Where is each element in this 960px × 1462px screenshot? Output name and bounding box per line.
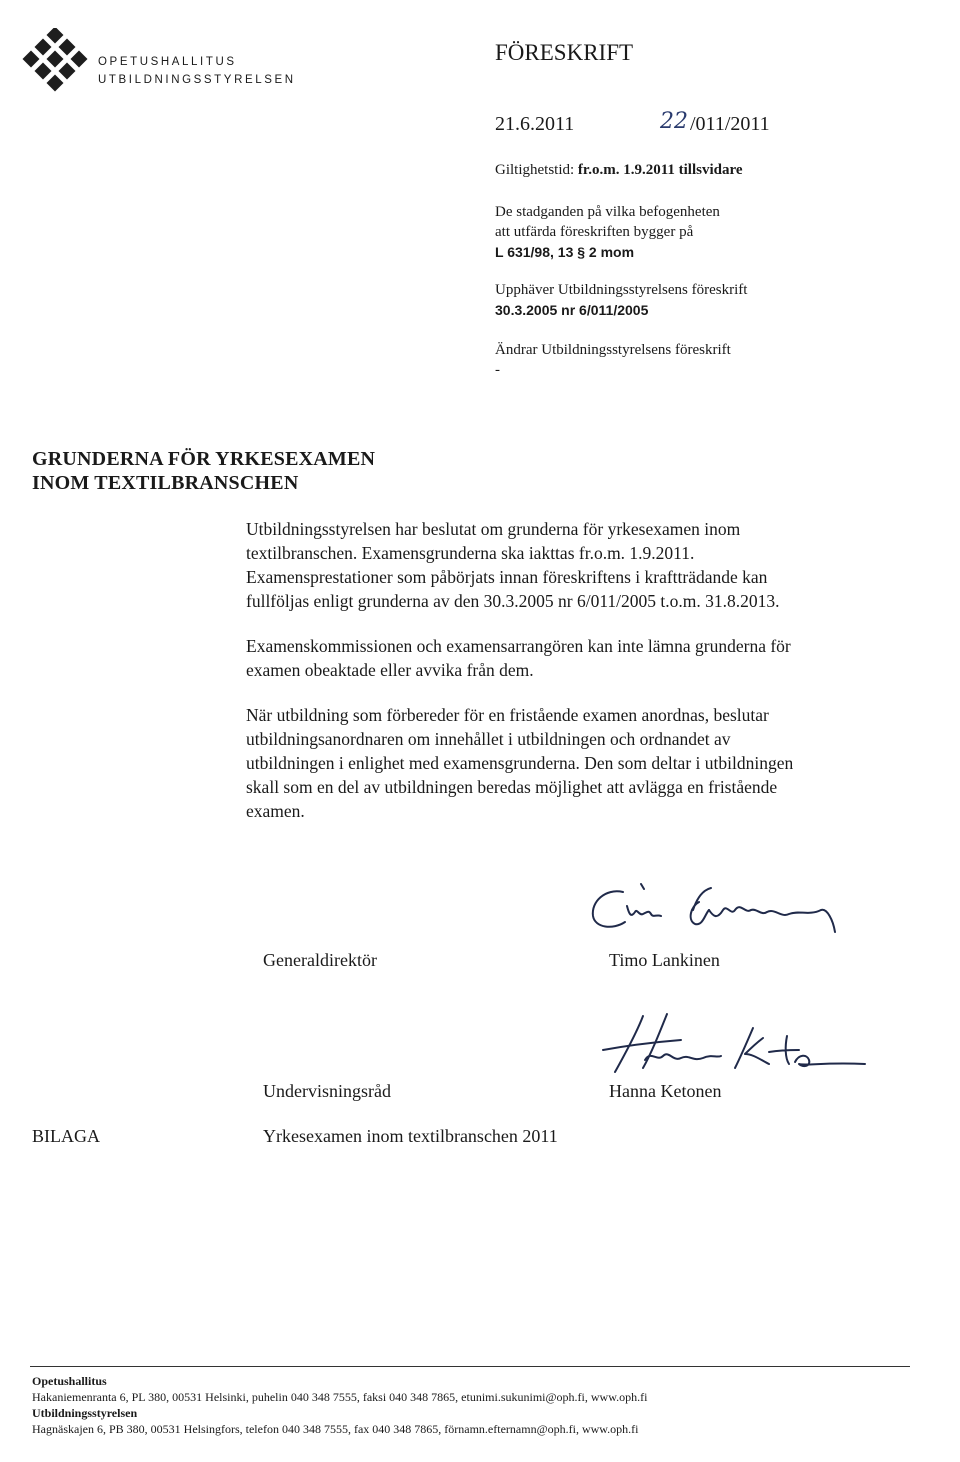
repeals-line: 30.3.2005 nr 6/011/2005 [495, 302, 649, 318]
paragraph-line: När utbildning som förbereder för en fristående examen anordnas, beslutar [246, 705, 769, 725]
paragraph-training [246, 703, 906, 823]
org-name-finnish: OPETUSHALLITUS [98, 56, 237, 68]
attachment-title: Yrkesexamen inom textilbranschen 2011 [263, 1126, 558, 1146]
signature-hanna-ketonen [585, 1010, 875, 1080]
opetushallitus-logo [22, 28, 88, 94]
signatory-role-2: Undervisningsråd [263, 1081, 391, 1101]
paragraph-line: examen. [246, 801, 305, 821]
signatory-name-1: Timo Lankinen [609, 950, 720, 970]
document-title-line1: GRUNDERNA FÖR YRKESEXAMEN [32, 448, 376, 470]
footer-org-swedish [32, 1405, 137, 1421]
paragraph-line: utbildningen i enlighet med examensgrunderna. Den som deltar i utbildningen [246, 753, 794, 773]
paragraph-line: textilbranschen. Examensgrunderna ska iakttas fr.o.m. 1.9.2011. [246, 543, 695, 563]
validity-label: Giltighetstid: [495, 162, 575, 178]
authority-line: De stadganden på vilka befogenheten [495, 204, 720, 220]
signatory-role-1: Generaldirektör [263, 950, 377, 970]
document-number-handwritten: 22 [660, 109, 688, 134]
validity-value: fr.o.m. 1.9.2011 tillsvidare [577, 162, 743, 178]
signatory-name-2: Hanna Ketonen [609, 1081, 722, 1101]
document-date: 21.6.2011 [495, 113, 575, 135]
footer-org-finnish [32, 1373, 107, 1389]
authority-line: L 631/98, 13 § 2 mom [495, 244, 635, 260]
signature-timo-lankinen [585, 880, 855, 940]
paragraph-line: Examensprestationer som påbörjats innan föreskriftens i kraftträdande kan [246, 567, 768, 587]
footer-address-swedish: Hagnäskajen 6, PB 380, 00531 Helsingfors, telefon 040 348 7555, fax 040 348 7865, förnamn.efternamn@oph.fi, www.oph.fi [32, 1422, 639, 1436]
paragraph-commission [246, 634, 906, 682]
amends [495, 340, 731, 380]
footer-divider [30, 1366, 910, 1367]
document-number [660, 111, 770, 136]
paragraph-line: skall som en del av utbildningen beredas möjlighet att avlägga en fristående [246, 777, 778, 797]
org-name-swedish: UTBILDNINGSSTYRELSEN [98, 74, 296, 86]
paragraph-line: fullföljas enligt grunderna av den 30.3.2005 nr 6/011/2005 t.o.m. 31.8.2013. [246, 591, 780, 611]
footer-org-finnish-name: Opetushallitus [32, 1374, 107, 1388]
document-title-line2: INOM TEXTILBRANSCHEN [32, 472, 299, 494]
footer-org-swedish-name: Utbildningsstyrelsen [32, 1406, 138, 1420]
attachment-label: BILAGA [32, 1126, 100, 1146]
validity [495, 160, 743, 180]
repeals-line: Upphäver Utbildningsstyrelsens föreskrift [495, 282, 748, 298]
paragraph-line: Utbildningsstyrelsen har beslutat om grunderna för yrkesexamen inom [246, 519, 741, 539]
footer-address-finnish: Hakaniemenranta 6, PL 380, 00531 Helsinki, puhelin 040 348 7555, faksi 040 348 7865, etunimi.sukunimi@oph.fi, www.oph.fi [32, 1390, 648, 1404]
authority-line: att utfärda föreskriften bygger på [495, 224, 694, 240]
paragraph-line: Examenskommissionen och examensarrangören kan inte lämna grunderna för [246, 636, 791, 656]
paragraph-decision [246, 517, 906, 613]
document-number-suffix: /011/2011 [690, 113, 770, 135]
paragraph-line: examen obeaktade eller avvika från dem. [246, 660, 534, 680]
paragraph-line: utbildningsanordnaren om innehållet i utbildningen och ordnandet av [246, 729, 731, 749]
document-type: FÖRESKRIFT [495, 40, 634, 65]
amends-line: - [495, 362, 500, 378]
authority-basis [495, 202, 720, 262]
repeals [495, 280, 747, 320]
amends-line: Ändrar Utbildningsstyrelsens föreskrift [495, 342, 731, 358]
